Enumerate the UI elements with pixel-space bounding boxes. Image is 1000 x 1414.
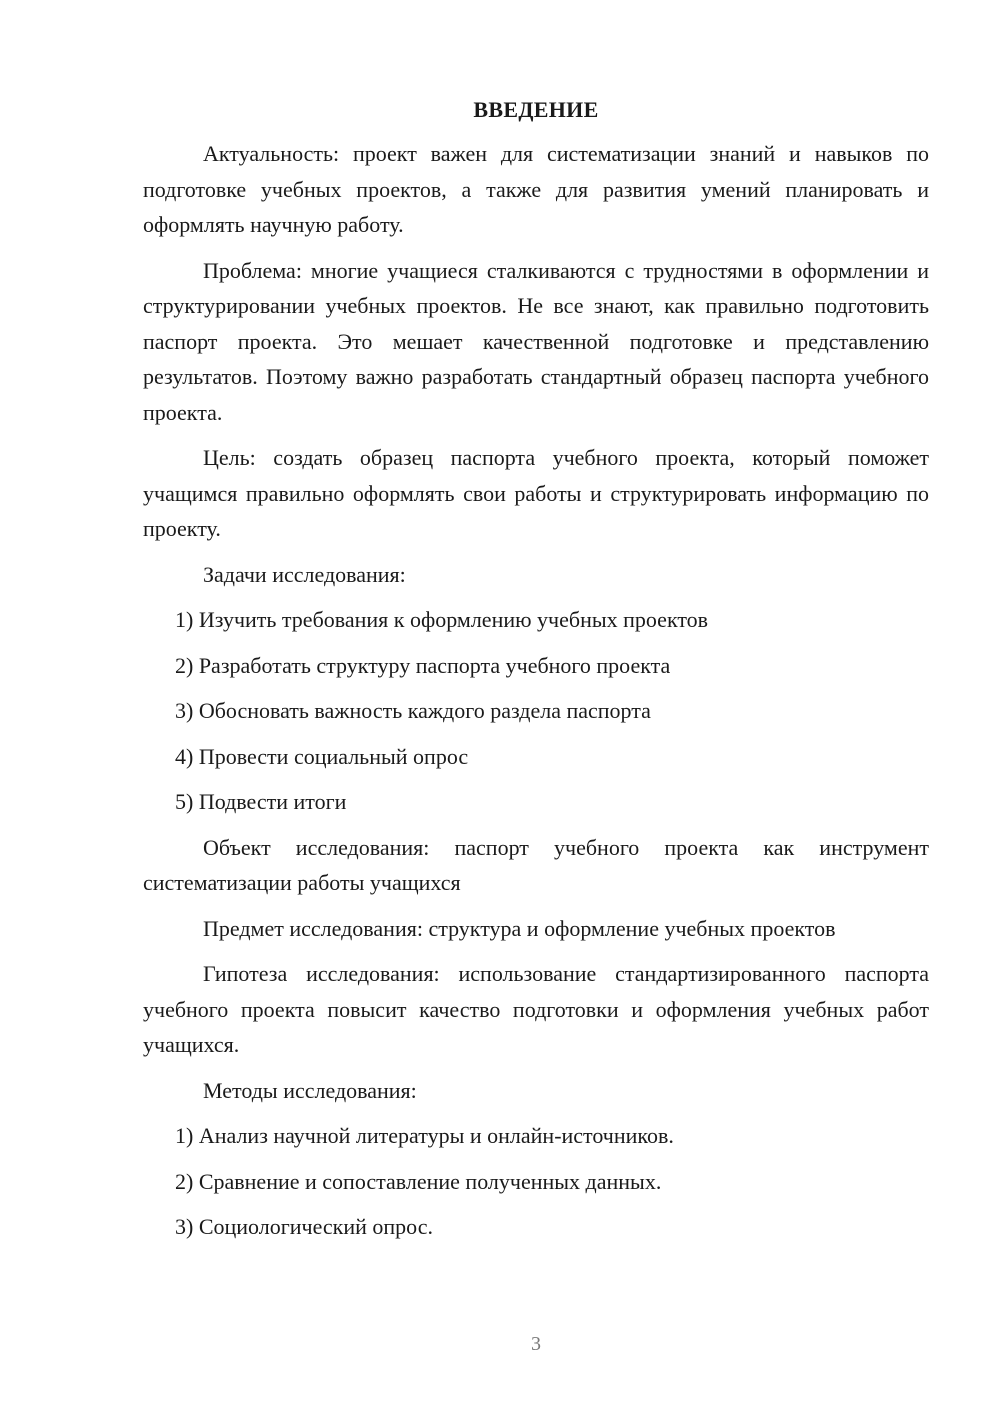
task-item: 1) Изучить требования к оформлению учебных проектов <box>175 607 709 632</box>
problem-paragraph: Проблема: многие учащиеся сталкиваются с трудностями в оформлении и структурировании учебных проектов. Не все знают, как правильно подготовить паспорт проекта. Это мешает качественной подготовке и представлению результатов. Поэтому важно разработать стандартный образец паспорта учебного проекта. <box>143 257 929 425</box>
task-item: 5) Подвести итоги <box>175 789 347 814</box>
task-item: 3) Обосновать важность каждого раздела паспорта <box>175 698 651 723</box>
method-item: 1) Анализ научной литературы и онлайн-источников. <box>175 1123 674 1148</box>
method-item: 2) Сравнение и сопоставление полученных данных. <box>175 1168 662 1194</box>
hypothesis-paragraph: Гипотеза исследования: использование стандартизированного паспорта учебного проекта повысит качество подготовки и оформления учебных работ учащихся. <box>143 961 929 1057</box>
subject-paragraph: Предмет исследования: структура и оформление учебных проектов <box>203 915 836 941</box>
relevance-paragraph: Актуальность: проект важен для систематизации знаний и навыков по подготовке учебных проектов, а также для развития умений планировать и оформлять научную работу. <box>143 141 929 237</box>
task-item: 4) Провести социальный опрос <box>175 743 469 769</box>
object-paragraph: Объект исследования: паспорт учебного проекта как инструмент систематизации работы учащихся <box>143 834 929 895</box>
document-page <box>143 92 929 1255</box>
method-item: 3) Социологический опрос. <box>175 1214 433 1239</box>
section-title: ВВЕДЕНИЕ <box>473 97 599 122</box>
tasks-heading: Задачи исследования: <box>203 561 406 587</box>
methods-heading: Методы исследования: <box>203 1077 417 1103</box>
task-item: 2) Разработать структуру паспорта учебного проекта <box>175 652 671 678</box>
page-number: 3 <box>531 1333 541 1355</box>
goal-paragraph: Цель: создать образец паспорта учебного проекта, который поможет учащимся правильно оформлять свои работы и структурировать информацию по проекту. <box>143 445 929 541</box>
